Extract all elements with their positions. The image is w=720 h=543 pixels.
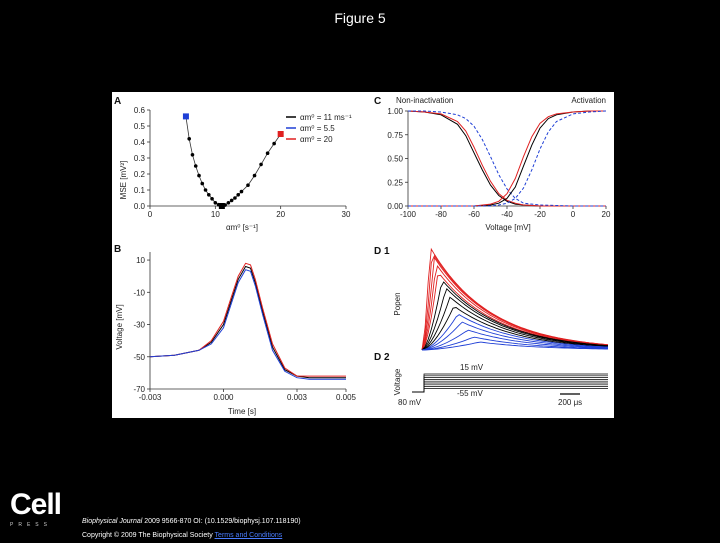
panel-c-xlabel: Voltage [mV] — [485, 223, 531, 232]
mse-point — [200, 182, 204, 186]
panel-c-x-tick-label: -80 — [435, 210, 447, 219]
mse-point — [214, 201, 218, 205]
mse-point — [227, 201, 231, 205]
panel-c-x-tick-label: -40 — [501, 210, 513, 219]
figure-title: Figure 5 — [334, 10, 386, 26]
panel-d2-v-bottom: 80 mV — [398, 398, 422, 407]
mse-point — [187, 137, 191, 141]
panel-c-y-tick-label: 0.25 — [387, 178, 403, 188]
mse-curve — [186, 116, 281, 206]
mse-point — [259, 163, 263, 167]
legend-a-1: αm⁰ = 11 ms⁻¹ — [300, 113, 352, 122]
panel-a-y-tick-label: 0.3 — [133, 154, 145, 163]
panel-b-letter: B — [114, 244, 122, 255]
panel-c-letter: C — [374, 96, 382, 107]
panel-b — [114, 244, 357, 416]
logo-word: Cell — [10, 488, 62, 521]
voltage-step-trace — [412, 387, 608, 392]
gating-curve — [408, 111, 606, 206]
citation-journal: Biophysical Journal — [82, 518, 143, 525]
mse-point — [236, 193, 240, 197]
action-potential-trace — [150, 270, 346, 380]
panel-d2-ylabel: Voltage — [393, 368, 402, 396]
panel-c-x-tick-label: 0 — [570, 210, 576, 219]
panel-b-y-tick-label: -30 — [133, 320, 145, 330]
panel-d2-scale: 200 μs — [558, 398, 583, 407]
voltage-step-trace — [412, 383, 608, 392]
popen-trace — [422, 330, 608, 350]
panel-a-x-tick-label: 30 — [341, 210, 351, 219]
panel-a-y-tick-label: 0.4 — [133, 138, 145, 147]
voltage-step-trace — [412, 376, 608, 392]
panel-a-x-tick-label: 0 — [147, 210, 153, 219]
panel-a-xlabel: αm⁰ [s⁻¹] — [225, 223, 259, 232]
panel-d2-v-top: 15 mV — [460, 363, 484, 372]
legend-a-3: αm⁰ = 20 — [300, 135, 333, 144]
panel-b-xlabel: Time [s] — [227, 407, 257, 416]
panel-c-x-tick-label: -60 — [468, 210, 480, 219]
panel-d1-ylabel: Popen — [393, 292, 402, 316]
panel-a-y-tick-label: 0.5 — [133, 122, 145, 131]
terms-link[interactable]: Terms and Conditions — [214, 532, 283, 539]
gating-curve — [408, 111, 606, 206]
mse-point — [194, 164, 198, 168]
panel-c-y-tick-label: 0.75 — [387, 130, 403, 140]
panel-c-y-tick-label: 1.00 — [387, 107, 403, 116]
panel-b-x-tick-label: 0.003 — [286, 393, 308, 402]
panel-a-y-tick-label: 0.0 — [133, 202, 145, 211]
panel-a-ylabel: MSE [mV²] — [119, 160, 128, 200]
mse-point — [240, 190, 244, 194]
panel-b-x-tick-label: 0.005 — [335, 393, 357, 402]
gating-curve — [408, 111, 606, 206]
logo-press: PRESS — [10, 522, 52, 528]
mse-highlight-point — [278, 131, 284, 137]
panel-d2-letter: D 2 — [374, 352, 390, 363]
mse-point — [266, 151, 270, 155]
panel-c-x-tick-label: -100 — [399, 210, 417, 219]
citation-ref: 2009 9566-870 OI: (10.1529/biophysj.107.118190) — [144, 518, 301, 525]
figure-panel — [112, 92, 614, 418]
panel-c-y-tick-label: 0.00 — [387, 202, 403, 211]
cell-press-logo — [10, 490, 70, 534]
figure-svg — [112, 92, 614, 418]
gating-curve — [408, 111, 606, 206]
mse-point — [207, 193, 211, 197]
action-potential-trace — [150, 267, 346, 378]
mse-point — [204, 188, 208, 192]
panel-b-y-tick-label: -50 — [133, 352, 145, 362]
mse-highlight-point — [183, 113, 189, 119]
panel-b-ylabel: Voltage [mV] — [115, 304, 124, 350]
panel-a-y-tick-label: 0.1 — [133, 186, 145, 195]
panel-c-y-tick-label: 0.50 — [387, 154, 403, 164]
voltage-step-trace — [412, 388, 608, 392]
panel-b-x-tick-label: 0.000 — [213, 393, 234, 402]
panel-a-y-tick-label: 0.6 — [133, 106, 145, 115]
panel-b-x-tick-label: -0.003 — [138, 393, 162, 402]
panel-c-x-tick-label: 20 — [601, 210, 611, 219]
panel-a-letter: A — [114, 96, 122, 107]
panel-b-y-tick-label: -10 — [133, 288, 145, 298]
mse-point — [272, 142, 276, 146]
action-potential-trace — [150, 263, 346, 376]
panel-a-y-tick-label: 0.2 — [133, 170, 145, 179]
panel-c-left-note: Non-inactivation — [396, 96, 454, 105]
gating-curve — [408, 111, 606, 206]
panel-c-right-note: Activation — [571, 96, 606, 105]
panel-d2-v-mid: -55 mV — [457, 389, 483, 398]
panel-b-y-tick-label: 10 — [136, 256, 145, 266]
legend-a-2: αm⁰ = 5.5 — [300, 124, 335, 133]
panel-a-x-tick-label: 20 — [276, 210, 286, 219]
panel-d — [374, 246, 608, 407]
panel-a — [114, 96, 352, 232]
mse-point — [233, 196, 237, 200]
mse-point — [210, 197, 214, 201]
mse-highlight-point — [219, 203, 225, 209]
citation-copyright: Copyright © 2009 The Biophysical Society — [82, 532, 213, 539]
citation — [82, 515, 301, 543]
gating-curve — [408, 111, 606, 206]
panel-a-x-tick-label: 10 — [210, 210, 220, 219]
panel-c-x-tick-label: -20 — [534, 210, 546, 219]
mse-point — [253, 174, 257, 178]
mse-point — [197, 174, 201, 178]
panel-d1-letter: D 1 — [374, 246, 390, 257]
panel-b-y-tick-label: -70 — [133, 385, 145, 394]
panel-c — [374, 96, 611, 232]
mse-point — [246, 183, 250, 187]
mse-point — [230, 199, 234, 203]
mse-point — [191, 153, 195, 157]
